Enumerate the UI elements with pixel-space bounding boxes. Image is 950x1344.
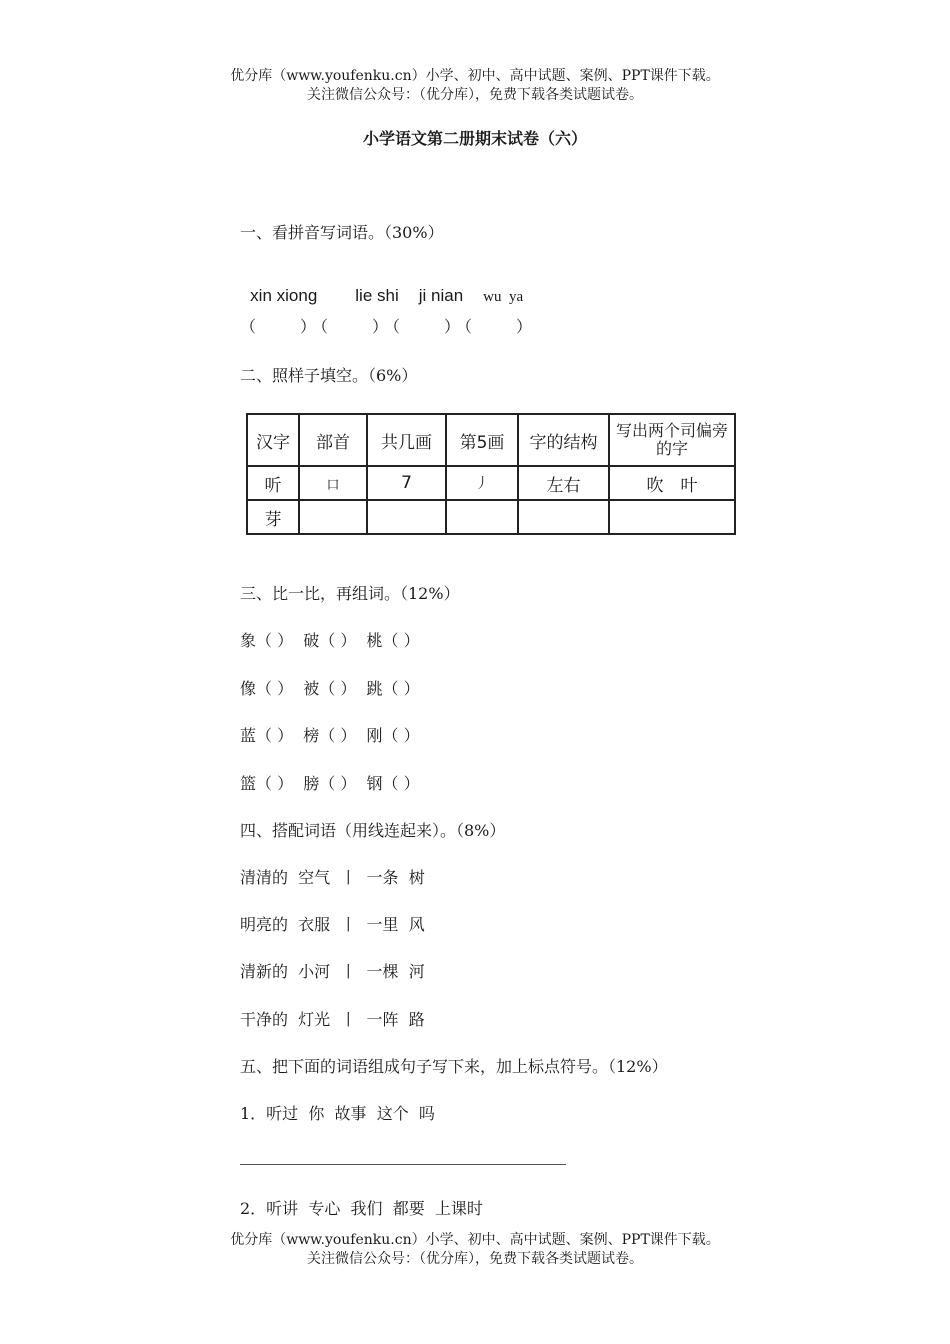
table-header: 部首 [299, 414, 367, 466]
pinyin-1: xin xiong [250, 286, 318, 305]
table-cell [299, 500, 367, 534]
section-5-heading: 五、把下面的词语组成句子写下来，加上标点符号。（12%） [240, 1057, 668, 1076]
table-cell: 丿 [446, 466, 518, 500]
match-row-3: 清新的 小河 丨 一棵 河 [240, 962, 425, 981]
compare-row-1: 象（ ） 破（ ） 桃（ ） [240, 631, 420, 650]
table-cell: 芽 [247, 500, 299, 534]
section-1-heading: 一、看拼音写词语。（30%） [240, 223, 444, 242]
table-header-row [247, 414, 735, 466]
header-line-2: 关注微信公众号：（优分库），免费下载各类试题试卷。 [307, 87, 643, 103]
table-cell [446, 500, 518, 534]
answer-line [240, 1164, 566, 1165]
section-1-blanks: （ ）（ ）（ ）（ ） [240, 317, 537, 336]
table-cell: 听 [247, 466, 299, 500]
footer-line-2: 关注微信公众号：（优分库），免费下载各类试题试卷。 [307, 1251, 643, 1267]
match-row-4: 干净的 灯光 丨 一阵 路 [240, 1010, 425, 1029]
table-cell: 7 [367, 466, 446, 500]
compare-row-4: 篮（ ） 膀（ ） 钢（ ） [240, 774, 420, 793]
table-cell: 吹 叶 [609, 466, 735, 500]
header-line-1: 优分库（www.youfenku.cn）小学、初中、高中试题、案例、PPT课件下载。 [230, 68, 720, 84]
table-row [247, 500, 735, 534]
compare-row-2: 像（ ） 被（ ） 跳（ ） [240, 679, 420, 698]
section-3-heading: 三、比一比，再组词。（12%） [240, 584, 460, 603]
table-cell [609, 500, 735, 534]
table-header: 写出两个司偏旁的字 [609, 414, 735, 466]
sentence-question-1: 1．听过 你 故事 这个 吗 [240, 1104, 435, 1123]
table-cell [518, 500, 609, 534]
section-1-pinyin-row [240, 267, 523, 306]
table-header: 第5画 [446, 414, 518, 466]
table-cell [367, 500, 446, 534]
table-header: 共几画 [367, 414, 446, 466]
section-4-heading: 四、搭配词语（用线连起来）。（8%） [240, 821, 506, 840]
sentence-question-2: 2．听讲 专心 我们 都要 上课时 [240, 1199, 483, 1218]
match-row-2: 明亮的 衣服 丨 一里 风 [240, 915, 425, 934]
section-2-heading: 二、照样子填空。（6%） [240, 366, 418, 385]
pinyin-4: wu ya [483, 289, 524, 305]
table-row [247, 466, 735, 500]
compare-row-3: 蓝（ ） 榜（ ） 刚（ ） [240, 726, 420, 745]
pinyin-2: lie shi [355, 286, 399, 305]
table-header: 汉字 [247, 414, 299, 466]
table-header: 字的结构 [518, 414, 609, 466]
pinyin-3: ji nian [418, 286, 464, 305]
table-cell: 左右 [518, 466, 609, 500]
table-cell: 口 [299, 466, 367, 500]
match-row-1: 清清的 空气 丨 一条 树 [240, 868, 425, 887]
page-title: 小学语文第二册期末试卷（六） [362, 129, 587, 148]
fill-table [246, 413, 736, 535]
footer-line-1: 优分库（www.youfenku.cn）小学、初中、高中试题、案例、PPT课件下载。 [230, 1232, 720, 1248]
